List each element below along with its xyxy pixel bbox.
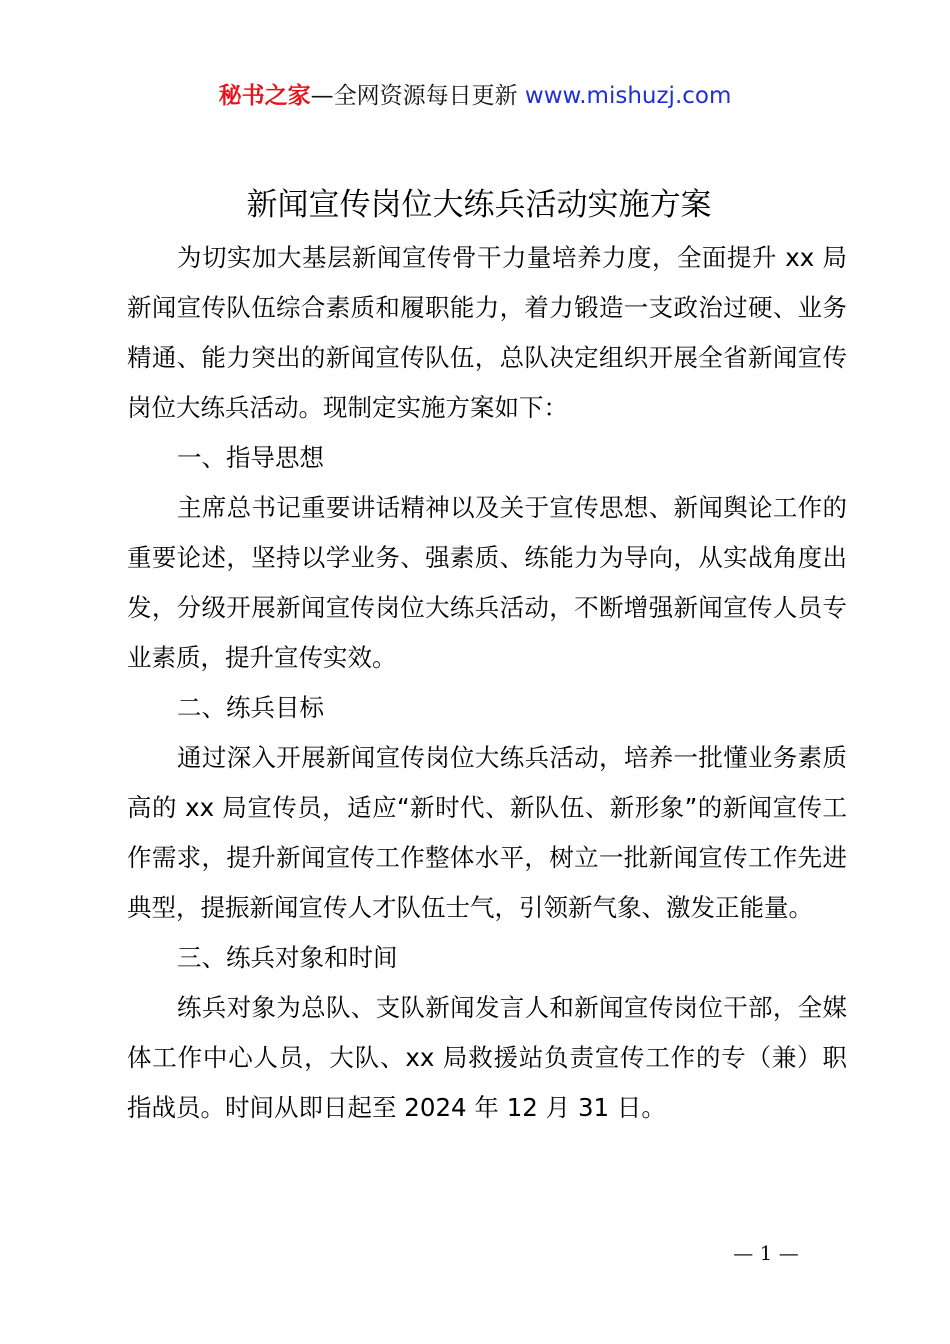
site-link[interactable]: www.mishuzj.com [524,83,732,109]
training-goals-paragraph: 通过深入开展新闻宣传岗位大练兵活动，培养一批懂业务素质高的 xx 局宣传员，适应“新时代、新队伍、新形象”的新闻宣传工作需求，提升新闻宣传工作整体水平，树立一批新闻宣传工作先进典型，提振新闻宣传人才队伍士气，引领新气象、激发正能量。 [127,743,847,922]
page-number: — 1 — [733,1241,799,1265]
brand-name: 秘书之家 [218,83,311,109]
header-slogan: —全网资源每日更新 [310,83,525,109]
page-header [0,80,950,112]
section-heading-targets-and-time: 三、练兵对象和时间 [177,943,398,972]
section-heading-training-goals: 二、练兵目标 [177,693,324,722]
section-heading-guiding-ideology: 一、指导思想 [177,443,324,472]
guiding-ideology-paragraph: 主席总书记重要讲话精神以及关于宣传思想、新闻舆论工作的重要论述，坚持以学业务、强素质、练能力为导向，从实战角度出发，分级开展新闻宣传岗位大练兵活动，不断增强新闻宣传人员专业素质，提升宣传实效。 [127,493,847,672]
targets-and-time-paragraph: 练兵对象为总队、支队新闻发言人和新闻宣传岗位干部，全媒体工作中心人员，大队、xx 局救援站负责宣传工作的专（兼）职指战员。时间从即日起至 2024 年 12 月 31 日。 [127,993,847,1122]
document-body [127,233,847,1133]
document-title: 新闻宣传岗位大练兵活动实施方案 [246,187,712,223]
intro-paragraph: 为切实加大基层新闻宣传骨干力量培养力度，全面提升 xx 局新闻宣传队伍综合素质和履职能力，着力锻造一支政治过硬、业务精通、能力突出的新闻宣传队伍，总队决定组织开展全省新闻宣传岗位大练兵活动。现制定实施方案如下： [127,243,847,422]
